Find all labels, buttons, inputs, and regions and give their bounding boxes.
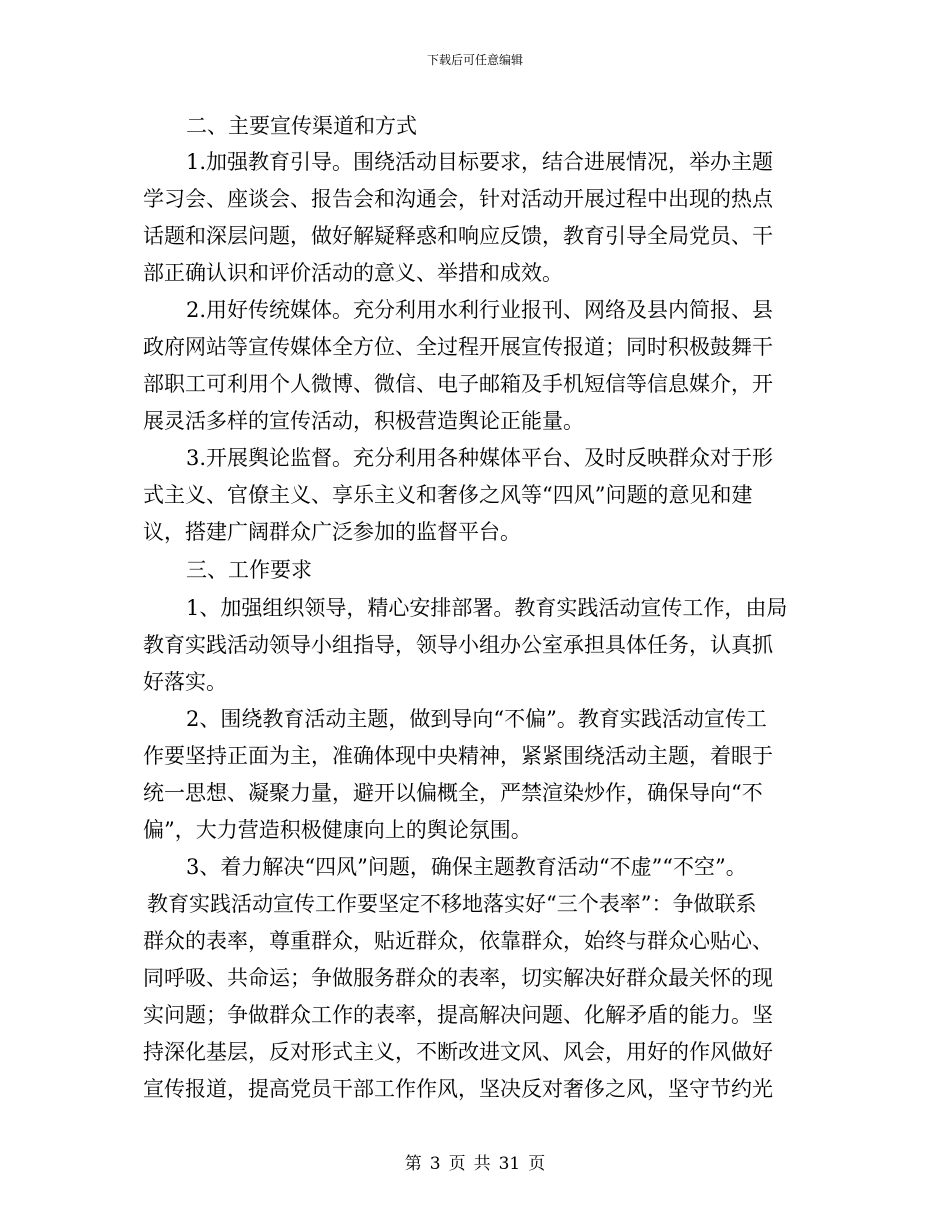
text-line: 1、加强组织领导，精心安排部署。教育实践活动宣传工作，由局: [186, 596, 788, 620]
text-line: 2、围绕教育活动主题，做到导向“不偏”。教育实践活动宣传工: [186, 707, 767, 731]
text-line: 同呼吸、共命运；争做服务群众的表率，切实解决好群众最关怀的现: [143, 966, 773, 990]
text-line: 部正确认识和评价活动的意义、举措和成效。: [143, 261, 563, 285]
text-line: 好落实。: [143, 670, 227, 694]
text-line: 宣传报道，提高党员干部工作作风，坚决反对奢侈之风，坚守节约光: [143, 1077, 773, 1101]
footer-page-word: 页: [448, 1154, 466, 1174]
text-line: 式主义、官僚主义、享乐主义和奢侈之风等“四风”问题的意见和建: [143, 483, 753, 507]
text-line: 2.用好传统媒体。充分利用水利行业报刊、网络及县内简报、县: [186, 298, 774, 322]
text-line: 教育实践活动宣传工作要坚定不移地落实好“三个表率”：争做联系: [147, 892, 757, 916]
footer-total-word: 共: [473, 1154, 491, 1174]
text-line: 群众的表率，尊重群众，贴近群众，依靠群众，始终与群众心贴心、: [143, 929, 773, 953]
text-line: 政府网站等宣传媒体全方位、全过程开展宣传报道；同时积极鼓舞干: [143, 335, 773, 359]
text-line: 3、着力解决“四风”问题，确保主题教育活动“不虚”“不空”。: [186, 855, 747, 879]
text-line: 实问题；争做群众工作的表率，提高解决问题、化解矛盾的能力。坚: [143, 1003, 773, 1027]
text-line: 学习会、座谈会、报告会和沟通会，针对活动开展过程中出现的热点: [143, 187, 773, 211]
text-line: 作要坚持正面为主，准确体现中央精神，紧紧围绕活动主题，着眼于: [143, 744, 773, 768]
text-line: 部职工可利用个人微博、微信、电子邮箱及手机短信等信息媒介，开: [143, 372, 773, 396]
text-line: 1.加强教育引导。围绕活动目标要求，结合进展情况，举办主题: [186, 150, 774, 174]
page-header: 下载后可任意编辑: [426, 53, 523, 67]
text-line: 统一思想、凝聚力量，避开以偏概全，严禁渲染炒作，确保导向“不: [143, 781, 763, 805]
text-line: 3.开展舆论监督。充分利用各种媒体平台、及时反映群众对于形: [186, 446, 774, 470]
footer-current-page: 3: [429, 1154, 441, 1174]
text-line: 持深化基层，反对形式主义，不断改进文风、风会，用好的作风做好: [143, 1040, 773, 1064]
footer-suffix: 页: [528, 1154, 546, 1174]
text-line: 话题和深层问题，做好解疑释惑和响应反馈，教育引导全局党员、干: [143, 224, 773, 248]
footer-total-pages: 31: [498, 1154, 521, 1174]
text-line: 议，搭建广阔群众广泛参加的监督平台。: [143, 520, 521, 544]
text-line: 偏”，大力营造积极健康向上的舆论氛围。: [143, 818, 532, 842]
text-line: 二、主要宣传渠道和方式: [186, 114, 417, 138]
text-line: 教育实践活动领导小组指导，领导小组办公室承担具体任务，认真抓: [143, 633, 773, 657]
page-footer: [0, 1153, 950, 1175]
text-line: 展灵活多样的宣传活动，积极营造舆论正能量。: [143, 409, 584, 433]
text-line: 三、工作要求: [186, 558, 312, 582]
footer-prefix: 第: [404, 1154, 422, 1174]
